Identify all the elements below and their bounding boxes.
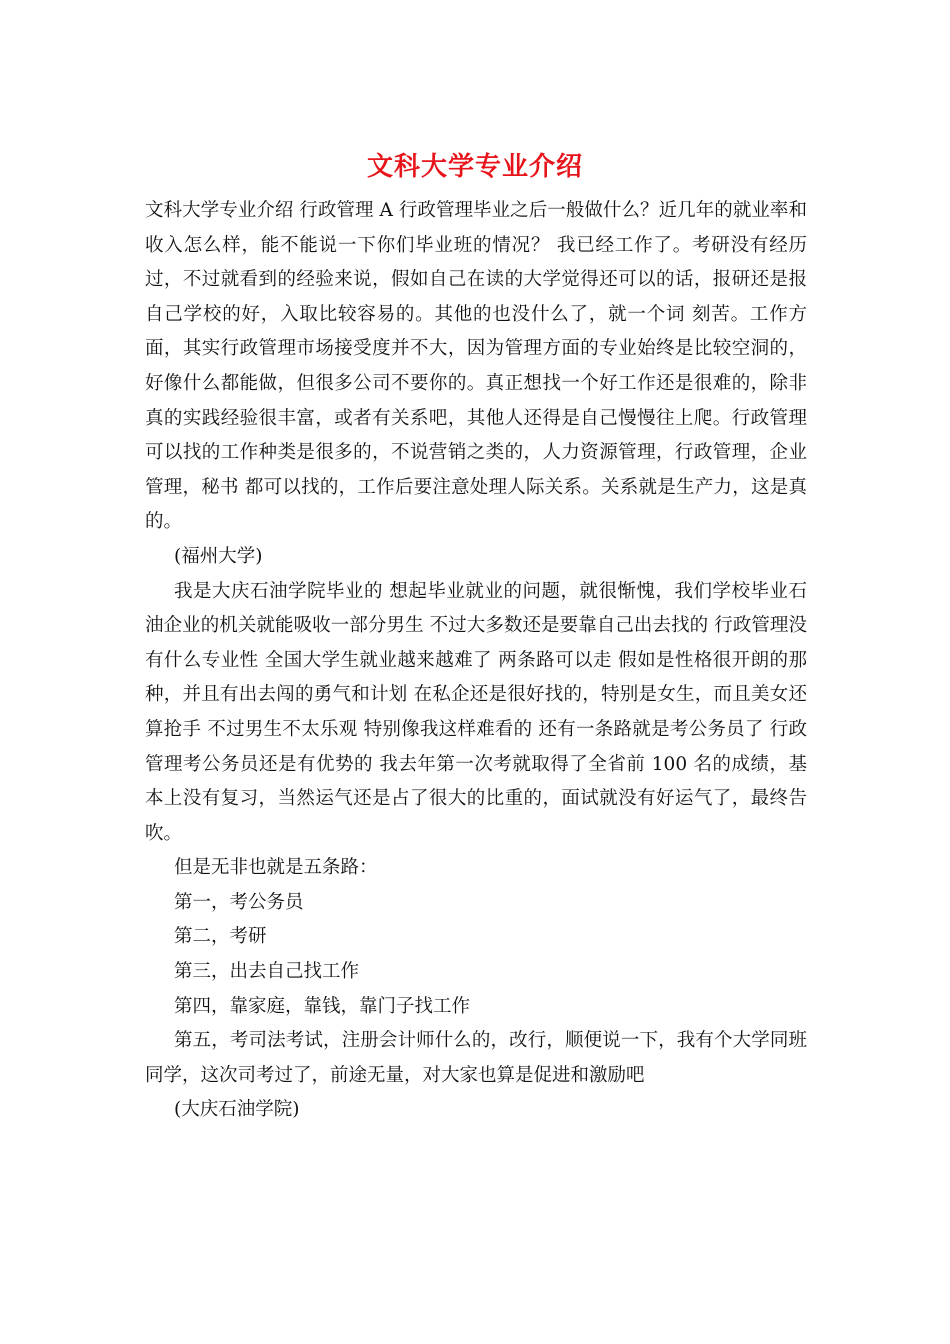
list-item-path-2: 第二，考研 [174, 926, 267, 948]
source-fuzhou-university: (福州大学) [174, 545, 263, 567]
paragraph-intro: 文科大学专业介绍 行政管理 A 行政管理毕业之后一般做什么？近几年的就业率和收入怎么样，能不能说一下你们毕业班的情况？ 我已经工作了。考研没有经历过，不过就看到的经验来说，假如自己在读的大学觉得还可以的话，报研还是报自己学校的好，入取比较容易的。其他的也没什么了，就一个词 刻苦。工作方面，其实行政管理市场接受度并不大，因为管理方面的专业始终是比较空洞的，好像什么都能做，但很多公司不要你的。真正想找一个好工作还是很难的，除非真的实践经验很丰富，或者有关系吧，其他人还得是自己慢慢往上爬。行政管理可以找的工作种类是很多的，不说营销之类的，人力资源管理，行政管理，企业管理，秘书 都可以找的，工作后要注意处理人际关系。关系就是生产力，这是真的。 [145, 200, 807, 533]
document-body [145, 194, 807, 1128]
list-item-path-5: 第五，考司法考试，注册会计师什么的，改行，顺便说一下，我有个大学同班同学，这次司考过了，前途无量，对大家也算是促进和激励吧 [145, 1030, 807, 1086]
document-title: 文科大学专业介绍 [366, 152, 583, 182]
paragraph-daqing-experience: 我是大庆石油学院毕业的 想起毕业就业的问题，就很惭愧，我们学校毕业石油企业的机关就能吸收一部分男生 不过大多数还是要靠自己出去找的 行政管理没有什么专业性 全国大学生就业越来越难了 两条路可以走 假如是性格很开朗的那种，并且有出去闯的勇气和计划 在私企还是很好找的，特别是女生，而且美女还算抢手 不过男生不太乐观 特别像我这样难看的 还有一条路就是考公务员了 行政管理考公务员还是有优势的 我去年第一次考就取得了全省前 100 名的成绩，基本上没有复习，当然运气还是占了很大的比重的，面试就没有好运气了，最终告吹。 [145, 580, 807, 844]
list-item-path-1: 第一，考公务员 [174, 891, 304, 913]
paragraph-five-paths-intro: 但是无非也就是五条路： [174, 857, 378, 879]
list-item-path-3: 第三，出去自己找工作 [174, 961, 360, 983]
source-daqing-petroleum-institute: (大庆石油学院) [174, 1099, 300, 1121]
list-item-path-4: 第四，靠家庭，靠钱，靠门子找工作 [174, 995, 471, 1017]
